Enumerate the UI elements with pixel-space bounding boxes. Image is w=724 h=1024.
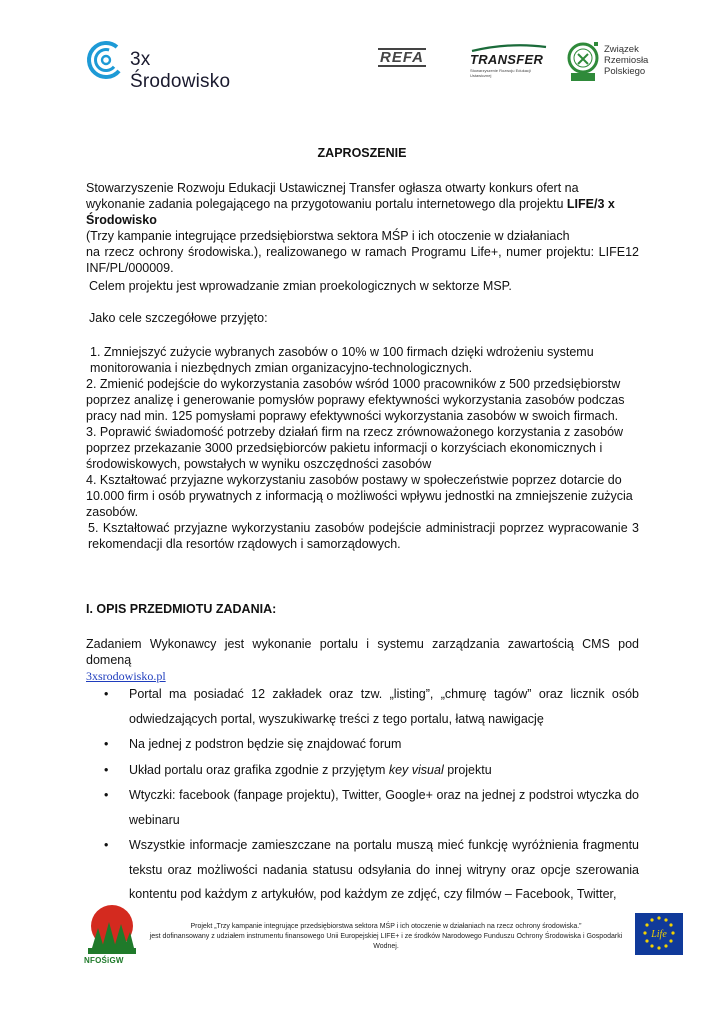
list-item-text: Wszystkie informacje zamieszczane na portalu muszą mieć funkcję wyróżnienia fragmentu tekstu oraz możliwości nadania statusu odsyłania do innej witryny oraz opcje szerowania kontentu pod każdym z artykułów, pod każdym ze zdjęć, czy filmów – Facebook, Twitter, [129,838,639,901]
logo-main-text: 3x Środowisko [130,49,231,92]
zrp-text [604,44,648,77]
nfosigw-emblem-icon [84,904,140,956]
goal-paragraph: Celem projektu jest wprowadzanie zmian proekologicznych w sektorze MSP. [89,279,512,293]
document-title: ZAPROSZENIE [317,146,407,160]
logo-refa-text: REFA [380,49,425,66]
zrp-line: Rzemiosła [604,55,649,66]
list-item-text: Na jednej z podstron będzie się znajdować forum [129,737,402,751]
detailed-goals-heading: Jako cele szczegółowe przyjęto: [89,311,268,325]
logo-eu-life [635,913,683,955]
footer-line: Projekt „Trzy kampanie integrujące przedsiębiorstwa sektora MŚP i ich otoczenie w działaniach na rzecz ochrony środowiska.” [190,923,582,930]
list-item [104,758,639,783]
eu-life-text: Life [651,929,667,940]
list-item-text-b: projektu [443,762,492,777]
project-name: LIFE/3 x Środowisko [86,197,615,227]
logo-refa [378,48,444,70]
logo-zrp [566,40,666,90]
list-item-text-a: Układ portalu oraz grafika zgodnie z przyjętym [129,762,389,777]
goal-item: 5. Kształtować przyjazne wykorzystaniu zasobów podejście administracji poprzez wypracowanie 3 rekomendacji dla resortów rządowych i samorządowych. [88,521,639,551]
list-item-italic: key visual [388,762,444,777]
bullet-icon: • [104,687,109,701]
logo-transfer-subtitle: Stowarzyszenie Rozwoju Edukacji Ustawicznej [470,68,531,78]
requirements-list [104,682,639,908]
bullet-icon: • [104,838,109,852]
bullet-icon: • [104,788,109,802]
zrp-line: Polskiego [604,66,646,77]
task-intro-paragraph [86,636,639,684]
goal-item: 4. Kształtować przyjazne wykorzystaniu zasobów postawy w społeczeństwie poprzez dotarcie do 10.000 firm i osób prywatnych z informacją o możliwości wpływu jednostki na zmniejszenie zużycia zasobów. [86,473,633,519]
zrp-line: Związek [604,44,639,55]
intro-text-2: (Trzy kampanie integrujące przedsiębiorstwa sektora MŚP i ich otoczenie w działaniach [86,229,570,243]
logo-nfosigw [82,904,142,964]
list-item [104,732,639,757]
zrp-emblem-icon [566,40,600,84]
task-intro-text: Zadaniem Wykonawcy jest wykonanie portalu i systemu zarządzania zawartością CMS pod domeną [86,637,639,667]
goal-item: 1. Zmniejszyć zużycie wybranych zasobów o 10% w 100 firmach dzięki wdrożeniu systemu monitorowania i niezbędnych zmian organizacyjno-technologicznych. [90,345,594,375]
list-item-text: Portal ma posiadać 12 zakładek oraz tzw. „listing”, „chmurę tagów” oraz licznik osób odwiedzających portal, wyszukiwarkę treści z tego portalu, łatwą nawigację [129,687,639,726]
logo-circle-icon [86,40,126,80]
footer-line: jest dofinansowany z udziałem instrumentu finansowego Unii Europejskiej LIFE+ i ze środków Narodowego Funduszu Ochrony Środowiska i Gospodarki Wodnej. [149,933,623,950]
eu-stars-icon [635,913,683,955]
section-heading: I. OPIS PRZEDMIOTU ZADANIA: [86,602,277,616]
bullet-icon: • [104,737,109,751]
goal-item: 2. Zmienić podejście do wykorzystania zasobów wśród 1000 pracowników z 500 przedsiębiorstw poprzez analizę i generowanie pomysłów poprawy efektywności wykorzystania zasobów podczas pracy nad min. 125 pomysłami poprawy efektywności wykorzystania zasobów w swoich firmach. [86,377,625,423]
goals-list [86,344,639,552]
list-item [104,783,639,832]
footer-text [146,922,626,952]
list-item [104,682,639,731]
list-item [104,833,639,907]
logo-3x-srodowisko [86,40,256,92]
intro-text-3: na rzecz ochrony środowiska.), realizowanego w ramach Programu Life+, numer projektu: LIFE12 INF/PL/000009. [86,245,639,275]
logo-transfer [470,44,548,78]
nfosigw-label: NFOŚiGW [84,956,124,965]
domain-link[interactable]: 3xsrodowisko.pl [86,669,166,683]
goal-item: 3. Poprawić świadomość potrzeby działań firm na rzecz zrównoważonego korzystania z zasobów poprzez przekazanie 3000 przedsiębiorców pakietu informacji o korzyściach ekonomicznych i środowiskowych, powstałych w wyniku oszczędności zasobów [86,425,624,471]
intro-text: Stowarzyszenie Rozwoju Edukacji Ustawicznej Transfer ogłasza otwarty konkurs ofert na wykonanie zadania polegającego na przygotowaniu portalu internetowego dla projektu [86,181,579,211]
logo-transfer-text: TRANSFER [470,52,544,67]
list-item-text: Wtyczki: facebook (fanpage projektu), Twitter, Google+ oraz na jednej z podstroi wtyczka do webinaru [129,788,639,827]
intro-paragraph [86,180,639,276]
bullet-icon: • [104,762,109,777]
transfer-swoosh-icon [470,44,548,52]
